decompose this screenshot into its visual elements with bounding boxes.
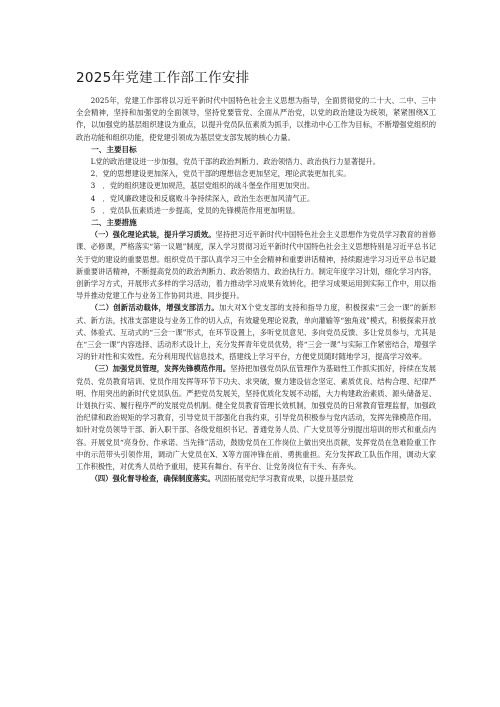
section-heading-goals: 一、主要目标 [91, 144, 137, 154]
intro-paragraph: 2025年，党建工作部将以习近平新时代中国特色社会主义思想为指导，全面贯彻党的二十大、二中、三中全会精神，坚持和加强党的全面领导，坚持党要管党、全面从严治党，以党的政治建设为统领，紧紧围绕X工作，以加强党的基层组织建设为重点，以提升党员队伍素质为抓手，以推动中心工作为目标，不断增强党组织的政治功能和组织功能，使党建引领成为基层党支部发展的核心力量。 [76, 96, 436, 142]
goal-item: 3 ．党的组织建设更加规范，基层党组织的战斗堡垒作用更加突出。 [90, 181, 315, 191]
measure-text: 加大对X个党支部的支持和指导力度，积极探索“三会一课”的新形式、新方法，找准支部建设与业务工作的切入点，有效避免理论说教，单向灌输等“独角戏”模式，积极探索开放式、体验式、互动式的“三会一课”形式，在环节设置上，多听党员意见、多向党员反馈、多让党员参与，尤其是在“三会一课”内容选择、活动形式设计上，充分发挥青年党员优势，将“三会一课”与实际工作紧密结合，增强学习的针对性和实效性。充分利用现代信息技术，搭建线上学习平台，方便党员随时随地学习，提高学习效率。 [76, 303, 437, 362]
measure-paragraph [76, 302, 436, 363]
measure-paragraph [76, 473, 436, 485]
goal-item: 5 ．党员队伍素质进一步提高，党员的先锋模范作用更加明显。 [90, 205, 300, 215]
measure-text: 坚持把加强党员队伍管理作为基础性工作抓实抓好，持续在发展党员、党员教育培训、党员作用发挥等环节下功夫、求突破，聚力建设信念坚定、素质优良、结构合理、纪律严明、作用突出的新时代党员队伍。严把党员发展关，坚持优质化发展不动摇，大力构建政治素质、源头储备足、计划执行实、履行程序严的发展党员机制。健全党员教育管理长效机制，加强党员的日常教育管理监督，加强政治纪律和政治规矩的学习教育，引导党员干部强化自我约束，引导党员积极参与党内活动，发挥先锋模范作用。如针对党员领导干部、新入职干部、各级党组织书记、普通党务人员、广大党员等分别提出培训的形式和重点内容。开展党员“亮身份、作承诺、当先锋”活动，鼓励党员在工作岗位上做出突出贡献，发挥党员在急难险重工作中的示范带头引领作用，调动广大党员在X、X等方面冲锋在前、勇挑重担。充分发挥政工队伍作用，调动大家工作积极性，对优秀人员给予重用，使其有舞台、有平台、让党务岗位有干头、有奔头。 [76, 364, 437, 472]
measure-lead: （二）创新活动载体，增强支部活力。 [90, 303, 219, 313]
measure-lead: （一）强化理论武装，提升学习质效。 [90, 230, 216, 240]
document-title: 2025年党建工作部工作安排 [76, 70, 250, 86]
measure-text: 巩固拓展党纪学习教育成果，以提升基层党 [214, 474, 354, 484]
section-heading-measures: 二、主要措施 [91, 218, 137, 228]
goal-item: 2．党的思想建设更加深入，党员干部的理想信念更加坚定，理论武装更加扎实。 [90, 169, 351, 179]
measure-paragraph [76, 363, 436, 473]
document-body [76, 95, 436, 486]
measure-lead: （四）强化督导检查，确保制度落实。 [90, 474, 215, 484]
goal-item: 4 ．党风廉政建设和反腐败斗争持续深入，政治生态更加风清气正。 [90, 193, 315, 203]
goal-item: L党的政治建设进一步加强，党员干部的政治判断力、政治领悟力、政治执行力显著提升。 [90, 157, 381, 167]
measure-lead: （三）加强党员管理，发挥先锋模范作用。 [90, 364, 231, 374]
measure-text: 坚持把习近平新时代中国特色社会主义思想作为党员学习教育的首修课、必修课，严格落实“第一议题”制度，深入学习贯彻习近平新时代中国特色社会主义思想特别是习近平总书记关于党的建设的重要思想。组织党员干部认真学习三中全会精神和重要讲话精神，持续跟进学习习近平总书记最新重要讲话精神，不断提高党员的政治判断力、政治领悟力、政治执行力。制定年度学习计划，细化学习内容，创新学习方式，开展形式多样的学习活动，着力推动学习成果有效转化，把学习成果运用到实际工作中，用以指导并推动党建工作与业务工作协同共进、同步提升。 [76, 230, 436, 301]
measure-paragraph [76, 229, 436, 302]
